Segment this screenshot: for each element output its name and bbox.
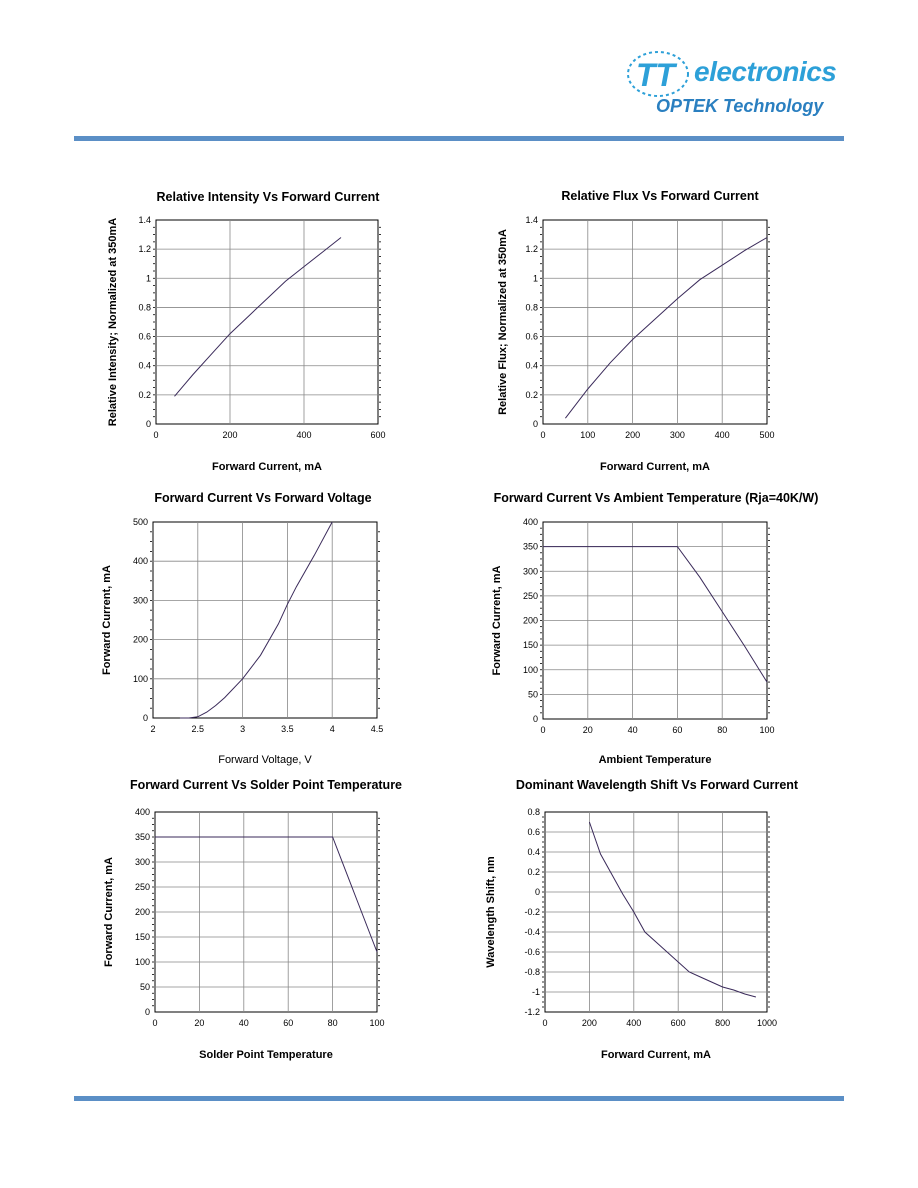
y-tick-label: 0 (144, 1007, 150, 1017)
chart-title: Forward Current Vs Solder Point Temperature (129, 778, 403, 792)
y-tick-label: 0.8 (525, 302, 538, 313)
x-tick-label: 40 (238, 1018, 249, 1028)
y-tick-label: 0.2 (527, 867, 540, 877)
chart-6 (485, 778, 799, 1061)
y-tick-label: 50 (527, 689, 538, 700)
x-tick-label: 200 (581, 1018, 597, 1028)
x-tick-label: 20 (194, 1018, 205, 1028)
logo-subtitle: OPTEK Technology (656, 96, 824, 116)
x-tick-label: 80 (717, 725, 728, 735)
x-tick-label: 0 (540, 725, 546, 735)
y-tick-label: -1.2 (524, 1007, 540, 1017)
y-tick-label: 150 (134, 932, 150, 942)
y-tick-label: 350 (522, 541, 538, 552)
y-tick-label: 0.6 (527, 827, 540, 837)
y-tick-label: 0 (532, 419, 538, 429)
x-tick-label: 4 (329, 724, 335, 734)
y-tick-label: 300 (134, 857, 150, 867)
x-tick-label: 200 (222, 430, 238, 440)
y-tick-label: 0 (532, 714, 538, 724)
x-tick-label: 0 (540, 430, 546, 440)
y-tick-label: 100 (132, 673, 148, 684)
y-tick-label: 0.8 (138, 302, 151, 313)
y-tick-label: 400 (134, 807, 150, 817)
x-tick-label: 400 (296, 430, 312, 440)
x-tick-label: 3.5 (281, 724, 294, 734)
chart-1 (107, 190, 386, 473)
y-tick-label: 250 (522, 590, 538, 601)
y-tick-label: 250 (134, 882, 150, 892)
y-tick-label: -0.4 (524, 927, 540, 937)
plot-frame (153, 522, 377, 718)
y-tick-label: 400 (132, 556, 148, 567)
y-tick-label: 0.4 (525, 360, 538, 371)
y-tick-label: -0.6 (524, 947, 540, 957)
y-tick-label: 0.6 (525, 331, 538, 342)
y-tick-label: -0.2 (524, 907, 540, 917)
x-tick-label: 100 (580, 430, 596, 440)
chart-title: Relative Flux Vs Forward Current (561, 189, 759, 203)
y-tick-label: 0.8 (527, 807, 540, 817)
x-tick-label: 2 (150, 724, 156, 734)
y-tick-label: 300 (522, 566, 538, 577)
y-tick-label: 0.2 (138, 389, 151, 400)
chart-4 (491, 491, 818, 766)
y-tick-label: 100 (522, 664, 538, 675)
logo-mark: TT (636, 57, 676, 93)
x-tick-label: 100 (369, 1018, 385, 1028)
plot-frame (156, 220, 378, 424)
x-axis-label: Solder Point Temperature (199, 1049, 333, 1061)
y-tick-label: 0.4 (527, 847, 540, 857)
y-axis-label: Forward Current, mA (103, 856, 115, 968)
x-axis-label: Forward Current, mA (600, 1049, 712, 1061)
y-tick-label: 150 (522, 640, 538, 651)
y-tick-label: 0.4 (138, 360, 151, 371)
y-axis-label: Wavelength Shift, nm (485, 856, 497, 968)
y-axis-label: Forward Current, mA (101, 564, 113, 676)
x-tick-label: 800 (715, 1018, 731, 1028)
x-tick-label: 400 (626, 1018, 642, 1028)
x-tick-label: 600 (370, 430, 386, 440)
x-tick-label: 40 (627, 725, 638, 735)
x-tick-label: 4.5 (370, 724, 384, 734)
x-tick-label: 100 (759, 725, 775, 735)
y-axis-label: Relative Intensity; Normalized at 350mA (107, 217, 119, 427)
y-tick-label: 0 (534, 887, 540, 897)
y-tick-label: 400 (522, 517, 538, 527)
x-tick-label: 400 (714, 430, 730, 440)
x-tick-label: 1000 (756, 1018, 778, 1028)
chart-3 (101, 491, 383, 766)
y-tick-label: 350 (134, 832, 150, 842)
x-tick-label: 0 (153, 430, 159, 440)
x-tick-label: 60 (283, 1018, 294, 1028)
y-tick-label: 200 (132, 634, 148, 645)
x-tick-label: 200 (625, 430, 641, 440)
y-tick-label: 0 (145, 419, 151, 429)
y-tick-label: 1.2 (138, 244, 151, 255)
x-tick-label: 600 (670, 1018, 686, 1028)
y-tick-label: 200 (134, 907, 150, 917)
x-tick-label: 0 (542, 1018, 548, 1028)
y-tick-label: 1.2 (525, 244, 538, 255)
x-tick-label: 500 (759, 430, 775, 440)
x-tick-label: 2.5 (191, 724, 205, 734)
chart-title: Dominant Wavelength Shift Vs Forward Current (515, 778, 799, 792)
y-tick-label: 200 (522, 615, 538, 626)
y-tick-label: -1 (531, 987, 540, 997)
x-tick-label: 60 (672, 725, 683, 735)
x-tick-label: 80 (327, 1018, 338, 1028)
y-axis-label: Forward Current, mA (491, 565, 503, 676)
y-tick-label: 1.4 (138, 215, 151, 225)
y-tick-label: 1.4 (525, 215, 538, 225)
chart-title: Relative Intensity Vs Forward Current (156, 190, 380, 204)
x-tick-label: 3 (240, 724, 246, 734)
logo-text: electronics (694, 56, 837, 87)
x-axis-label: Forward Current, mA (211, 461, 323, 473)
plot-frame (543, 220, 767, 424)
y-tick-label: 300 (132, 595, 148, 606)
x-axis-label: Ambient Temperature (598, 754, 712, 766)
y-tick-label: 0.2 (525, 389, 538, 400)
y-tick-label: 500 (132, 517, 148, 527)
x-tick-label: 300 (669, 430, 685, 440)
y-tick-label: 100 (134, 957, 150, 967)
y-tick-label: 1 (145, 273, 151, 284)
y-tick-label: -0.8 (524, 967, 540, 977)
x-tick-label: 0 (152, 1018, 158, 1028)
y-tick-label: 1 (532, 273, 538, 284)
chart-5 (103, 778, 402, 1061)
y-tick-label: 0 (142, 713, 148, 723)
y-tick-label: 0.6 (138, 331, 151, 342)
y-axis-label: Relative Flux; Normalized at 350mA (497, 229, 509, 415)
y-tick-label: 50 (139, 982, 150, 992)
chart-title: Forward Current Vs Forward Voltage (154, 491, 372, 505)
chart-2 (497, 189, 775, 473)
chart-title: Forward Current Vs Ambient Temperature (Rja=40K/W) (493, 491, 819, 505)
x-axis-label: Forward Current, mA (599, 461, 711, 473)
x-axis-label: Forward Voltage, V (218, 754, 312, 766)
x-tick-label: 20 (582, 725, 593, 735)
